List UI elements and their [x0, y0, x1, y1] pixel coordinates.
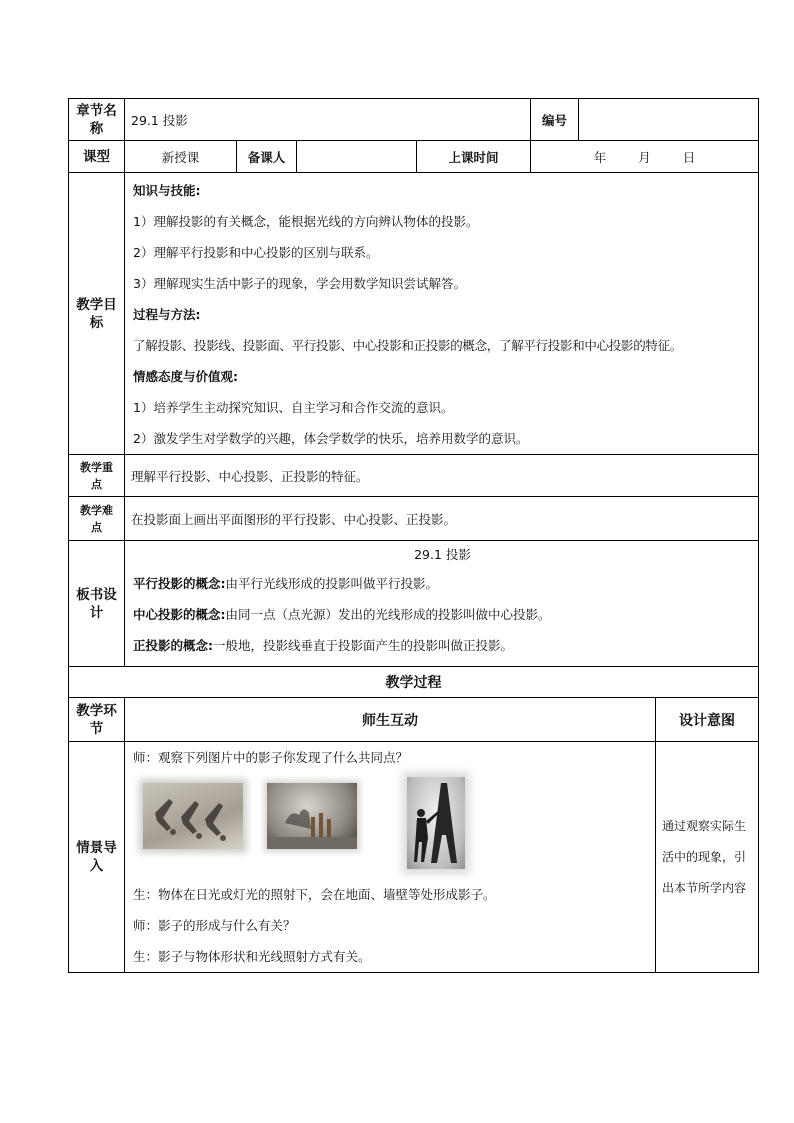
- student-answer: 生：物体在日光或灯光的照射下，会在地面、墙壁等处形成影子。: [133, 887, 496, 902]
- teacher-question: 师：观察下列图片中的影子你发现了什么共同点？: [133, 750, 409, 765]
- process-text: 了解投影、投影线、投影面、平行投影、中心投影和正投影的概念，了解平行投影和中心投影的特征。: [133, 338, 683, 353]
- emotion-item: 1）培养学生主动探究知识、自主学习和合作交流的意识。: [133, 400, 454, 415]
- preparer-label: 备课人: [237, 141, 297, 173]
- process-columns-row: [69, 698, 759, 742]
- process-heading: 教学过程: [69, 667, 759, 698]
- board-title: 29.1 投影: [414, 547, 471, 562]
- intro-content: [125, 742, 656, 973]
- date-month: 月: [638, 149, 651, 165]
- board-definition: 一般地，投影线垂直于投影面产生的投影叫做正投影。: [213, 638, 514, 653]
- chapter-title: 29.1 投影: [125, 99, 531, 141]
- difficulty-label: 教学难点: [69, 497, 125, 541]
- shadow-photo-people: [143, 783, 243, 849]
- board-term: 平行投影的概念:: [133, 576, 226, 591]
- stage-column-header: 教学环节: [69, 698, 125, 742]
- chapter-label: 章节名称: [69, 99, 125, 141]
- type-value: 新授课: [125, 141, 237, 173]
- date-day: 日: [682, 149, 696, 165]
- knowledge-item: 3）理解现实生活中影子的现象，学会用数学知识尝试解答。: [133, 276, 466, 291]
- process-heading-row: [69, 667, 759, 698]
- design-intent-line: 出本节所学内容: [662, 880, 747, 895]
- preparer-value: [297, 141, 417, 173]
- interaction-column-header: 师生互动: [125, 698, 656, 742]
- board-definition: 由平行光线形成的投影叫做平行投影。: [225, 576, 439, 591]
- type-row: [69, 141, 759, 173]
- chapter-row: [69, 99, 759, 141]
- intro-row: [69, 742, 759, 973]
- board-definition: 由同一点（点光源）发出的光线形成的投影叫做中心投影。: [225, 607, 551, 622]
- type-label: 课型: [69, 141, 125, 173]
- class-date: [531, 141, 759, 173]
- board-label: 板书设计: [69, 541, 125, 667]
- key-point-row: [69, 455, 759, 497]
- shadow-photo-sculpture: [267, 783, 357, 849]
- shadow-photos: [133, 773, 649, 879]
- goals-label: 教学目标: [69, 173, 125, 455]
- key-point-label: 教学重点: [69, 455, 125, 497]
- board-term: 中心投影的概念:: [133, 607, 226, 622]
- code-label: 编号: [531, 99, 579, 141]
- date-year: 年: [593, 149, 607, 165]
- board-term: 正投影的概念:: [133, 638, 213, 653]
- design-intent-line: 活中的现象，引: [662, 849, 747, 864]
- emotion-heading: 情感态度与价值观:: [133, 369, 238, 384]
- board-row: [69, 541, 759, 667]
- key-point-text: 理解平行投影、中心投影、正投影的特征。: [125, 455, 759, 497]
- process-heading: 过程与方法:: [133, 307, 201, 322]
- emotion-item: 2）激发学生对学数学的兴趣，体会学数学的快乐，培养用数学的意识。: [133, 431, 529, 446]
- design-intent: [656, 742, 759, 973]
- intro-stage-label: 情景导入: [69, 742, 125, 973]
- knowledge-heading: 知识与技能:: [133, 183, 201, 198]
- goals-row: [69, 173, 759, 455]
- student-answer: 生：影子与物体形状和光线照射方式有关。: [133, 949, 371, 964]
- shadow-photo-tower: [407, 777, 465, 869]
- knowledge-item: 2）理解平行投影和中心投影的区别与联系。: [133, 245, 379, 260]
- code-value: [579, 99, 759, 141]
- design-intent-line: 通过观察实际生: [662, 818, 747, 833]
- board-content: [125, 541, 759, 667]
- knowledge-item: 1）理解投影的有关概念，能根据光线的方向辨认物体的投影。: [133, 214, 479, 229]
- intent-column-header: 设计意图: [656, 698, 759, 742]
- lesson-plan-table: [68, 98, 759, 973]
- difficulty-row: [69, 497, 759, 541]
- teacher-question: 师：影子的形成与什么有关？: [133, 918, 296, 933]
- goals-content: [125, 173, 759, 455]
- difficulty-text: 在投影面上画出平面图形的平行投影、中心投影、正投影。: [125, 497, 759, 541]
- class-time-label: 上课时间: [417, 141, 531, 173]
